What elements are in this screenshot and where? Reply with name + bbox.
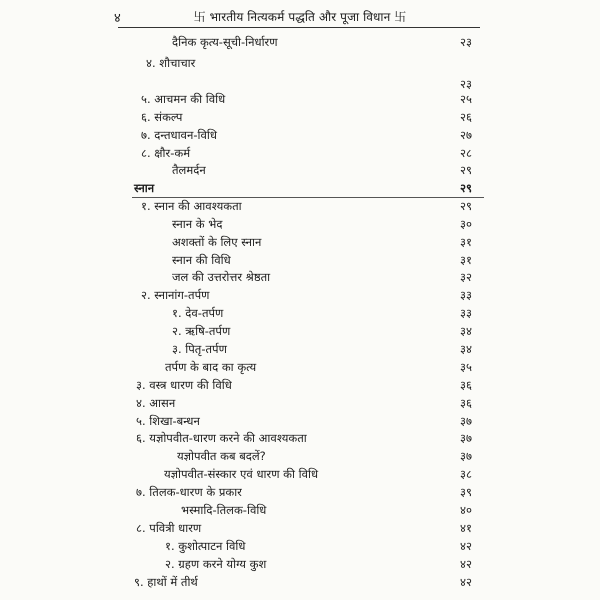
toc-entry	[0, 483, 600, 501]
toc-entry	[0, 573, 600, 591]
toc-entry	[0, 286, 600, 304]
toc-entry-page: ४१	[460, 521, 472, 535]
toc-entry	[0, 519, 600, 537]
toc-entry-title: ४. आसन	[136, 396, 176, 410]
toc-entry	[0, 268, 600, 286]
toc-entry-title: ८. पवित्री धारण	[136, 521, 202, 535]
toc-entry	[0, 394, 600, 412]
toc-entry-page: ३७	[460, 449, 472, 463]
toc-entry-page: ३४	[460, 324, 472, 338]
toc-entry-page: ३२	[460, 270, 472, 284]
toc-entry	[0, 54, 600, 72]
toc-entry	[0, 144, 600, 162]
toc-entry-title: तर्पण के बाद का कृत्य	[165, 360, 257, 374]
toc-entry-page: २९	[460, 181, 472, 195]
toc-entry	[0, 537, 600, 555]
toc-entry-page: २९	[460, 199, 472, 213]
toc-entry-title: स्नान के भेद	[172, 217, 223, 231]
toc-entry-title: स्नान	[134, 181, 155, 195]
toc-entry	[0, 501, 600, 519]
toc-entry-page: ३१	[460, 253, 472, 267]
toc-entry-title: ३. वस्त्र धारण की विधि	[136, 378, 232, 392]
toc-entry	[0, 429, 600, 447]
toc-entry-title: दैनिक कृत्य-सूची-निर्धारण	[172, 35, 278, 49]
toc-entry	[0, 322, 600, 340]
toc-entry-page: ३६	[460, 396, 472, 410]
toc-entry-page: ४२	[460, 539, 472, 553]
toc-entry-title: अशक्तों के लिए स्नान	[172, 235, 262, 249]
toc-entry-page: ३३	[460, 288, 472, 302]
toc-entry	[0, 555, 600, 573]
toc-entry	[0, 179, 600, 197]
page-number: ४	[114, 11, 121, 26]
toc-entry-page: ४०	[460, 503, 472, 517]
toc-entry-title: १. देव-तर्पण	[172, 306, 224, 320]
toc-entry-title: स्नान की विधि	[172, 253, 231, 267]
toc-entry	[0, 304, 600, 322]
toc-entry-page: २८	[460, 146, 472, 160]
toc-entry-page: २७	[460, 128, 472, 142]
toc-entry-page: २३	[460, 35, 472, 49]
toc-entry-title: ७. दन्तधावन-विधि	[141, 128, 217, 142]
toc-entry-page: ३६	[460, 378, 472, 392]
toc-entry-title: भस्मादि-तिलक-विधि	[181, 503, 267, 517]
toc-entry-page: ४२	[460, 575, 472, 589]
toc-entry	[0, 33, 600, 51]
toc-entry-title: ५. शिखा-बन्धन	[136, 414, 200, 428]
toc-entry	[0, 126, 600, 144]
toc-entry	[0, 340, 600, 358]
toc-entry-title: १. कुशोत्पाटन विधि	[165, 539, 246, 553]
toc-entry	[0, 197, 600, 215]
toc-entry-page: ३९	[460, 485, 472, 499]
toc-entry	[0, 412, 600, 430]
toc-entry-title: यज्ञोपवीत कब बदलें?	[177, 449, 266, 463]
toc-entry-page: ३७	[460, 431, 472, 445]
toc-entry	[0, 90, 600, 108]
toc-entry-title: २. स्नानांग-तर्पण	[141, 288, 210, 302]
toc-entry-page: ३३	[460, 306, 472, 320]
toc-entry-page: ३८	[460, 467, 472, 481]
toc-entry	[0, 161, 600, 179]
toc-entry-title: ५. आचमन की विधि	[141, 92, 226, 106]
toc-entry-page: ३४	[460, 342, 472, 356]
toc-entry	[0, 233, 600, 251]
toc-entry-title: ९. हाथों में तीर्थ	[134, 575, 198, 589]
toc-entry-page: २६	[460, 110, 472, 124]
toc-entry-title: यज्ञोपवीत-संस्कार एवं धारण की विधि	[164, 467, 319, 481]
page-header	[0, 6, 600, 28]
toc-entry-title: ६. संकल्प	[141, 110, 183, 124]
toc-entry-title: १. स्नान की आवश्यकता	[141, 199, 242, 213]
toc-entry-title: ३. पितृ-तर्पण	[172, 342, 227, 356]
toc-entry	[0, 251, 600, 269]
toc-entry	[0, 358, 600, 376]
toc-entry-page: ३५	[460, 360, 472, 374]
toc-entry-page: २९	[460, 163, 472, 177]
toc-entry	[0, 108, 600, 126]
toc-entry	[0, 215, 600, 233]
toc-entry-page: ३७	[460, 414, 472, 428]
toc-entry-title: २. ग्रहण करने योग्य कुश	[165, 557, 267, 571]
toc-entry-title: ६. यज्ञोपवीत-धारण करने की आवश्यकता	[136, 431, 307, 445]
toc-entry-title: ७. तिलक-धारण के प्रकार	[136, 485, 242, 499]
toc-entry-title: ८. क्षौर-कर्म	[141, 146, 191, 160]
toc-entry-title: तैलमर्दन	[172, 163, 206, 177]
running-head: 卐 भारतीय नित्यकर्म पद्धति और पूजा विधान 卐	[193, 10, 407, 24]
table-of-contents	[0, 31, 600, 591]
header-rule	[118, 27, 480, 28]
toc-entry-page: ३१	[460, 235, 472, 249]
toc-entry	[0, 465, 600, 483]
toc-entry-title: ४. शौचाचार	[146, 56, 196, 70]
toc-entry-page: ४२	[460, 557, 472, 571]
toc-entry-title: २. ऋषि-तर्पण	[172, 324, 231, 338]
toc-entry-page: २५	[460, 92, 472, 106]
toc-entry-page: २३	[460, 77, 472, 91]
toc-entry	[0, 376, 600, 394]
toc-entry	[0, 447, 600, 465]
toc-entry-title: जल की उत्तरोत्तर श्रेष्ठता	[172, 270, 271, 284]
toc-entry-page: ३०	[460, 217, 472, 231]
